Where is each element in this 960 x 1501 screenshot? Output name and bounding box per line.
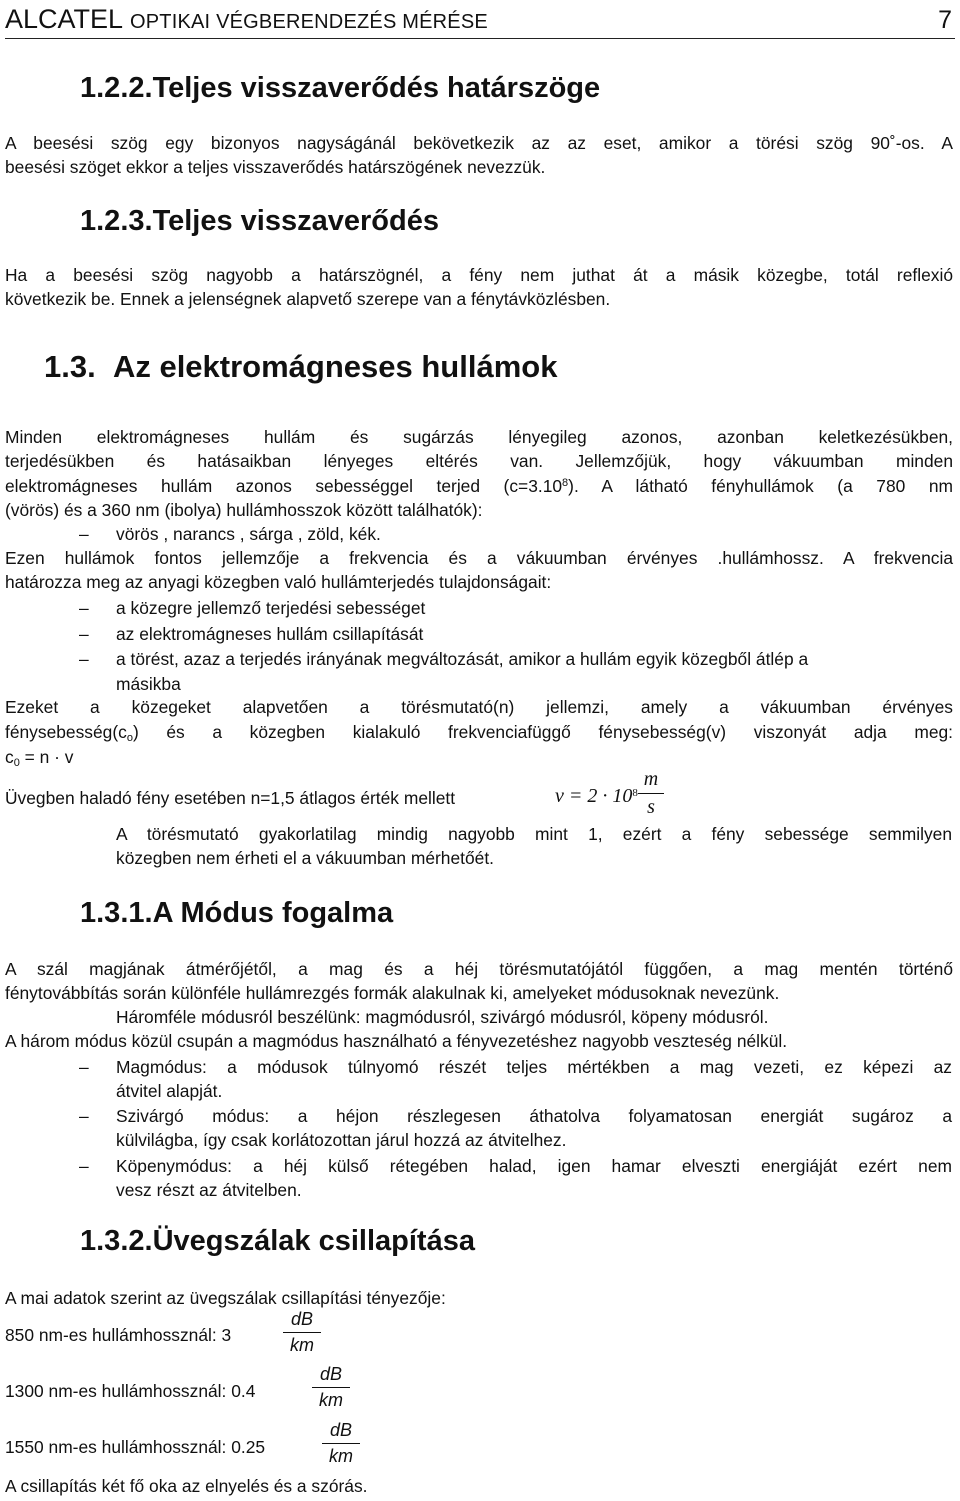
list-item-cont: vesz részt az átvitelben. xyxy=(116,1180,302,1200)
header-brand: ALCATEL xyxy=(5,4,124,34)
list-dash: – xyxy=(79,598,89,618)
paragraph-line: beesési szöget ekkor a teljes visszaverődés határszögének nevezzük. xyxy=(5,157,546,177)
paragraph-line: A beesési szög egy bizonyos nagyságánál bekövetkezik az az eset, amikor a törési szög 90˚-os. A xyxy=(5,133,953,153)
unit-fraction-db-km: dB km xyxy=(283,1309,321,1356)
page-number: 7 xyxy=(938,6,952,34)
list-item: az elektromágneses hullám csillapítását xyxy=(116,624,424,644)
note-line: közegben nem érheti el a vákuumban mérhetőét. xyxy=(116,848,494,868)
heading-1-3-1 xyxy=(80,897,393,930)
heading-1-3-2 xyxy=(80,1225,475,1258)
paragraph-line: Ha a beesési szög nagyobb a határszögnél, a fény nem juthat át a másik közegbe, totál reflexió xyxy=(5,265,953,285)
unit-fraction-m-s: m s xyxy=(638,768,664,819)
glass-speed-text: Üvegben haladó fény esetében n=1,5 átlagos érték mellett xyxy=(5,788,456,808)
list-item: a közegre jellemző terjedési sebességet xyxy=(116,598,426,618)
heading-1-2-2 xyxy=(80,72,600,105)
list-item-cont: külvilágba, így csak korlátozottan járul hozzá az átvitelhez. xyxy=(116,1130,567,1150)
colors-list: vörös , narancs , sárga , zöld, kék. xyxy=(116,524,381,544)
paragraph-line: A mai adatok szerint az üvegszálak csillapítási tényezője: xyxy=(5,1288,446,1308)
list-dash: – xyxy=(79,624,89,644)
list-item: Szivárgó módus: a héjon részlegesen áthatolva folyamatosan energiát sugároz a xyxy=(116,1106,952,1126)
paragraph-line: (vörös) és a 360 nm (ibolya) hullámhosszok között találhatók): xyxy=(5,500,483,520)
list-item: Köpenymódus: a héj külső rétegében halad, igen hamar elveszti energiáját ezért nem xyxy=(116,1156,952,1176)
section-title: Teljes visszaverődés határszöge xyxy=(152,72,601,104)
paragraph-line: A szál magjának átmérőjétől, a mag és a héj törésmutatójától függően, a mag mentén történő xyxy=(5,959,953,979)
section-title: Az elektromágneses hullámok xyxy=(112,349,558,384)
equation-line: $c_0 = n \cdot v$ xyxy=(5,747,74,769)
list-dash: – xyxy=(79,1057,89,1077)
list-dash: – xyxy=(79,524,89,544)
paragraph-line: $fénysebesség(c_o)$ és a közegben kialakuló frekvenciafüggő fénysebesség(v) viszonyát adja meg: xyxy=(5,722,953,744)
paragraph-line: Ezeket a közegeket alapvetően a törésmutató(n) jellemzi, amely a vákuumban érvényes xyxy=(5,697,953,717)
unit-fraction-db-km: dB km xyxy=(322,1420,360,1467)
paragraph-line: terjedésükben és hatásaikban lényeges eltérés van. Jellemzőjük, hogy vákuumban minden xyxy=(5,451,953,471)
section-title: Teljes visszaverődés xyxy=(152,205,439,237)
section-number: 1.2.2. xyxy=(80,72,153,104)
attenuation-row-1550: 1550 nm-es hullámhossznál: 0.25 xyxy=(5,1437,266,1457)
section-number: 1.3.1. xyxy=(80,897,153,929)
list-item: a törést, azaz a terjedés irányának megváltozását, amikor a hullám egyik közegből átlép a xyxy=(116,649,809,669)
list-item: Magmódus: a módusok túlnyomó részét teljes mértékben a mag vezeti, ez képezi az xyxy=(116,1057,952,1077)
unit-fraction-db-km: dB km xyxy=(312,1364,350,1411)
paragraph-line: A csillapítás két fő oka az elnyelés és a szórás. xyxy=(5,1476,368,1496)
paragraph-line: fénytovábbítás során különféle hullámrezgés formák alakulnak ki, amelyeket módusoknak nevezünk. xyxy=(5,983,780,1003)
page-header xyxy=(5,4,955,39)
exponent: 8 xyxy=(562,477,569,489)
velocity-formula: $v = 2 \cdot 10^8$ xyxy=(555,785,638,807)
paragraph-line: elektromágneses hullám azonos sebességgel terjed $(c=3.10^8)$. A látható fényhullámok (a 780 nm xyxy=(5,476,953,496)
paragraph-line: következik be. Ennek a jelenségnek alapvető szerepe van a fénytávközlésben. xyxy=(5,289,611,309)
attenuation-row-850: 850 nm-es hullámhossznál: 3 xyxy=(5,1325,232,1345)
paragraph-line: Háromféle módusról beszélünk: magmódusról, szivárgó módusról, köpeny módusról. xyxy=(116,1007,769,1027)
section-number: 1.3.2. xyxy=(80,1225,153,1257)
header-subtitle: OPTIKAI VÉGBERENDEZÉS MÉRÉSE xyxy=(130,11,488,33)
heading-1-3 xyxy=(44,349,557,385)
paragraph-line: Ezen hullámok fontos jellemzője a frekvencia és a vákuumban érvényes .hullámhossz. A frekvencia xyxy=(5,548,953,568)
section-title: Üvegszálak csillapítása xyxy=(152,1225,475,1257)
section-number: 1.3. xyxy=(44,349,96,384)
header-title xyxy=(5,4,488,35)
list-dash: – xyxy=(79,1156,89,1176)
section-title: A Módus fogalma xyxy=(152,897,394,929)
attenuation-row-1300: 1300 nm-es hullámhossznál: 0.4 xyxy=(5,1381,256,1401)
paragraph-line: határozza meg az anyagi közegben való hullámterjedés tulajdonságait: xyxy=(5,572,552,592)
section-number: 1.2.3. xyxy=(80,205,153,237)
paragraph-line: Minden elektromágneses hullám és sugárzás lényegileg azonos, azonban keletkezésükben, xyxy=(5,427,953,447)
paragraph-line: A három módus közül csupán a magmódus használható a fényvezetéshez nagyobb veszteség nélkül. xyxy=(5,1031,788,1051)
subscript: o xyxy=(126,732,133,744)
list-item-cont: átvitel alapját. xyxy=(116,1081,223,1101)
list-dash: – xyxy=(79,649,89,669)
note-line: A törésmutató gyakorlatilag mindig nagyobb mint 1, ezért a fény sebessége semmilyen xyxy=(116,824,952,844)
list-dash: – xyxy=(79,1106,89,1126)
heading-1-2-3 xyxy=(80,205,439,238)
list-item-cont: másikba xyxy=(116,674,181,694)
